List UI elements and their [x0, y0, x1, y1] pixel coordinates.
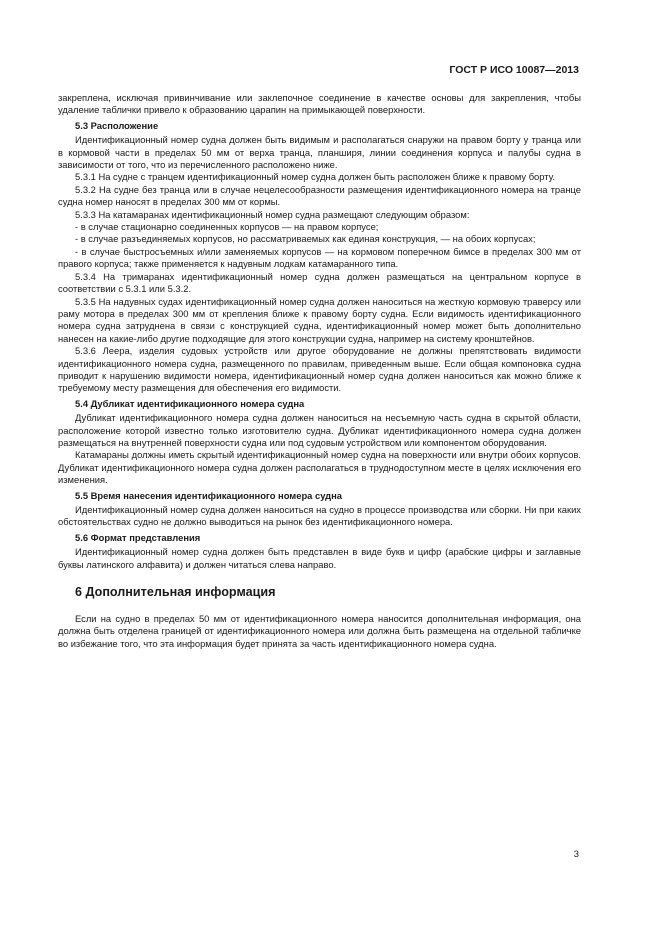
paragraph-continued: закреплена, исключая привинчивание или заклепочное соединение в качестве основы для закрепления, чтобы удаление таблички привело к образованию царапин на примыкающей поверхности. [58, 92, 581, 116]
list-item: - в случае разъединяемых корпусов, но рассматриваемых как единая конструкция, — на обоих корпусах; [75, 233, 536, 245]
paragraph: 5.3.5 На надувных судах идентификационный номер судна должен наноситься на жесткую кормовую траверсу или раму мотора в пределах 300 мм от крепления ближе к правому борту судна. Если видимость идентификационного номера судна затруднена в связи с конструкцией судна, идентификационный номер может быть дополнительно нанесен на какие-либо другие подходящие для этого конструкции судна, например на систему кронштейнов. [58, 295, 581, 344]
section-heading-5-3: 5.3 Расположение [75, 119, 159, 131]
paragraph: 5.3.4 На тримаранах идентификационный номер судна должен размещаться на центральном корпусе в соответствии с 5.3.1 или 5.3.2. [58, 270, 581, 295]
paragraph: Идентификационный номер судна должен быть представлен в виде букв и цифр (арабские цифры и заглавные буквы латинского алфавита) и должен читаться слева направо. [58, 546, 581, 570]
section-heading-5-5: 5.5 Время нанесения идентификационного номера судна [75, 489, 343, 501]
paragraph: 5.3.1 На судне с транцем идентификационный номер судна должен быть расположен ближе к правому борту. [75, 171, 556, 183]
paragraph: Если на судно в пределах 50 мм от идентификационного номера наносится дополнительная информация, она должна быть отделена границей от идентификационного номера или должна быть размещена на отдельной табличке во избежание того, что эта информация будет принята за часть идентификационного номера судна. [58, 613, 581, 649]
paragraph: Катамараны должны иметь скрытый идентификационный номер судна на поверхности или внутри обоих корпусов. Дубликат идентификационного номера судна должен располагаться в труднодоступном месте в целях исключения его изменения. [58, 449, 581, 486]
page-number: 3 [573, 848, 579, 859]
section-heading-5-6: 5.6 Формат представления [75, 531, 201, 543]
document-body [58, 92, 581, 650]
list-item: - в случае быстросъемных и/или заменяемых корпусов — на кормовом поперечном бимсе в пределах 300 мм от правого корпуса; также применяется к надувным лодкам катамаранного типа. [58, 245, 581, 270]
paragraph: 5.3.6 Леера, изделия судовых устройств или другое оборудование не должны препятствовать видимости идентификационного номера судна, размещенного по правилам, приведенным выше. Если общая компоновка судна приводит к нарушению видимости номера, идентификационный номер судна должен наноситься как можно ближе к требуемому месту размещения для обеспечения его видимости. [58, 345, 581, 394]
document-header: ГОСТ Р ИСО 10087—2013 [449, 64, 579, 76]
paragraph: Идентификационный номер судна должен наноситься на судно в процессе производства или сборки. Ни при каких обстоятельствах судно не должно выводиться на рынок без идентификационного номера. [58, 504, 581, 528]
section-heading-6: 6 Дополнительная информация [75, 585, 276, 600]
section-heading-5-4: 5.4 Дубликат идентификационного номера судна [75, 397, 305, 409]
list-item: - в случае стационарно соединенных корпусов — на правом корпусе; [75, 221, 379, 233]
paragraph: Дубликат идентификационного номера судна должен наноситься на несъемную часть судна в скрытой области, расположение которой известно только изготовителю судна. Дубликат идентификационного номера судна должен размещаться на внутренней поверхности судна или под судовым устройством или компонентом оборудования. [58, 412, 581, 448]
paragraph: 5.3.2 На судне без транца или в случае нецелесообразности размещения идентификационного номера на транце судна номер наносят в пределах 300 мм от кормы. [58, 183, 581, 208]
paragraph: Идентификационный номер судна должен быть видимым и располагаться снаружи на правом борту у транца или в кормовой части в пределах 50 мм от верха транца, планширя, линии соединения корпуса и палубы судна в зависимости от того, что из перечисленного расположено ниже. [58, 134, 581, 171]
paragraph: 5.3.3 На катамаранах идентификационный номер судна размещают следующим образом: [75, 208, 470, 220]
